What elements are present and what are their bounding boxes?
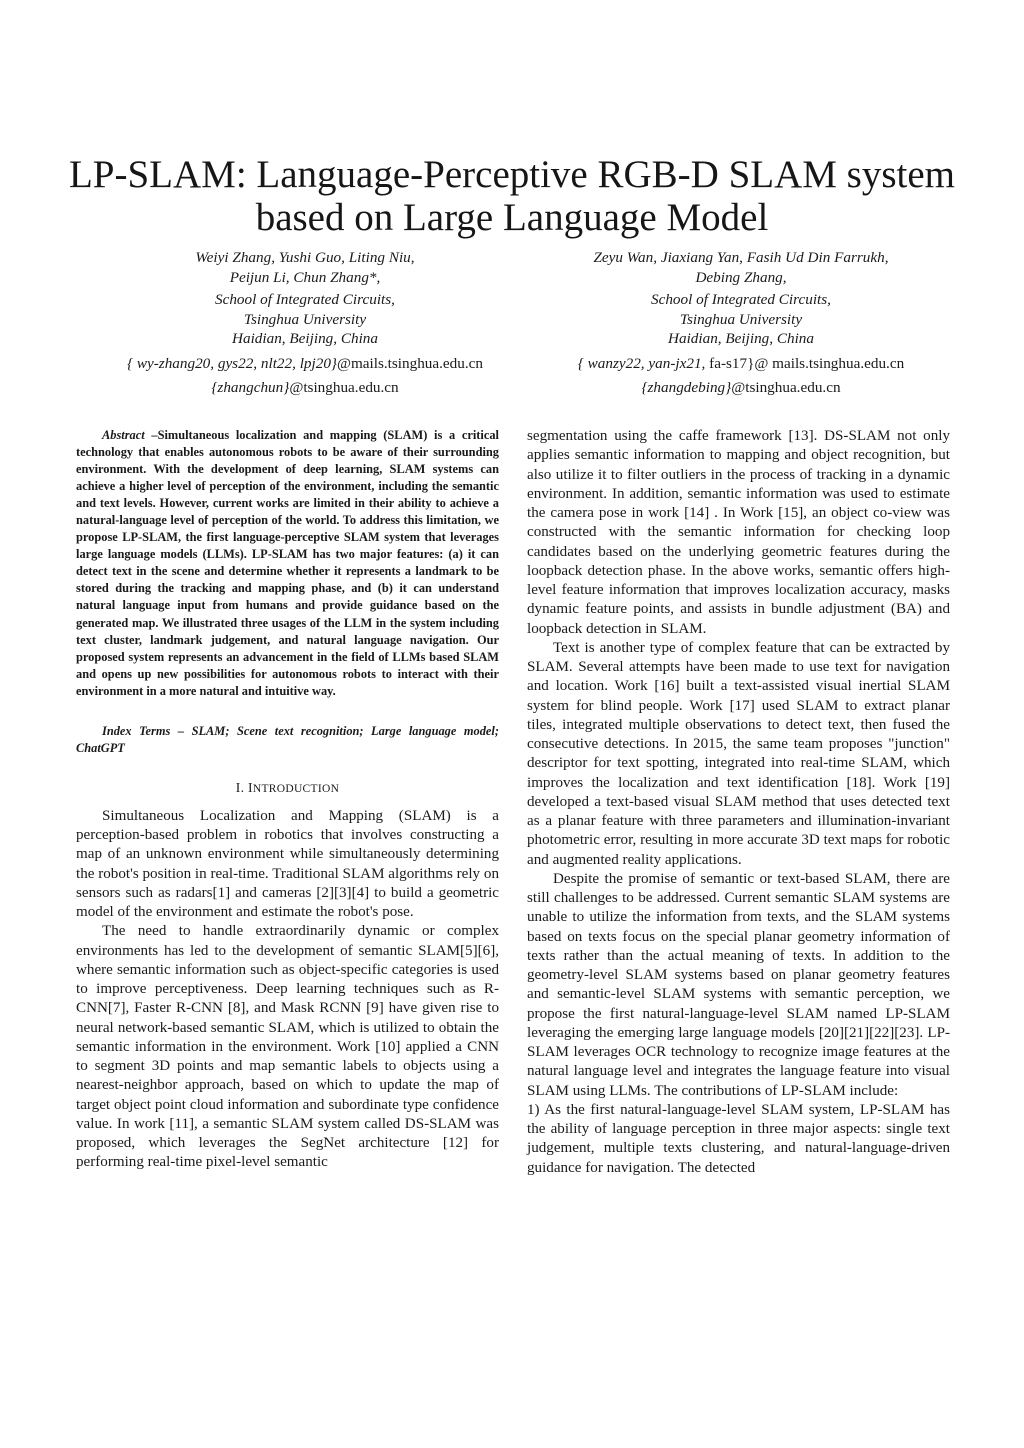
author-school: School of Integrated Circuits,: [215, 291, 395, 308]
author-block-left: [70, 248, 540, 398]
author-block-right: [506, 248, 976, 398]
body-paragraph-challenges: Despite the promise of semantic or text-based SLAM, there are still challenges to be addressed. Current semantic SLAM systems are unable to utilize the information from texts, and the SLAM systems based on texts focus on the special planar geometry information of texts rather than the actual meaning of texts. In addition to the geometry-level SLAM systems based on planar geometry features and semantic-level SLAM systems with semantic perception, we propose the first natural-language-level SLAM named LP-SLAM leveraging the emerging large language models [20][21][22][23]. LP-SLAM leverages OCR technology to recognize image features at the natural language level and integrates the language feature into visual SLAM using LLMs. The contributions of LP-SLAM include:: [527, 870, 950, 1099]
index-terms: Index Terms – SLAM; Scene text recognition; Large language model; ChatGPT: [76, 723, 499, 755]
abstract-lead: Abstract: [102, 428, 145, 442]
email-users: {zhangchun}: [211, 379, 290, 396]
abstract-text: –Simultaneous localization and mapping (SLAM) is a critical technology that enables autonomous robots to be aware of their surrounding environment. With the development of deep learning, SLAM systems can achieve a higher level of perception of the environment, including the semantic and text levels. However, current works are limited in their ability to achieve a natural-language level of perception of the world. To address this limitation, we propose LP-SLAM, the first language-perceptive SLAM system that leverages large language models (LLMs). LP-SLAM has two major features: (a) it can detect text in the scene and determine whether it represents a landmark to be stored during the tracking and mapping phase, and (b) it can understand natural language input from humans and provide guidance based on the generated map. We illustrated three usages of the LLM in the system including text cluster, landmark judgement, and natural language navigation. Our proposed system represents an advancement in the field of LLMs based SLAM and opens up new possibilities for autonomous robots to interact with their environment in a more natural and intuitive way.: [76, 428, 499, 698]
email-domain: @mails.tsinghua.edu.cn: [336, 354, 483, 372]
author-email-2[interactable]: [70, 378, 540, 398]
email-domain: fa-s17}@ mails.tsinghua.edu.cn: [709, 354, 905, 372]
title-line-2: based on Large Language Model: [255, 196, 769, 239]
author-location: Haidian, Beijing, China: [668, 330, 814, 347]
author-names-line-1: Zeyu Wan, Jiaxiang Yan, Fasih Ud Din Farrukh,: [593, 249, 889, 266]
body-paragraph-text-slam: Text is another type of complex feature that can be extracted by SLAM. Several attempts have been made to use text for navigation and location. Work [16] built a text-assisted visual inertial SLAM system for blind people. Work [17] used SLAM to extract planar tiles, integrated multiple observations to detect text, then fused the consecutive detections. In 2015, the same team proposes "junction" descriptor for text spotting, integrated into real-time SLAM, which improves the localization and text identification [18]. Work [19] developed a text-based visual SLAM method that uses detected text as a planar feature with three parameters and illumination-invariant photometric error, resulting in more accurate 3D text maps for robotic and augmented reality applications.: [527, 639, 950, 868]
title-line-1: LP-SLAM: Language-Perceptive RGB-D SLAM system: [68, 153, 956, 196]
author-email-1[interactable]: [506, 354, 976, 374]
author-email-2[interactable]: [506, 378, 976, 398]
contribution-item-1: 1) As the first natural-language-level SLAM system, LP-SLAM has the ability of language perception in three major aspects: single text judgement, multiple texts clustering, and natural-language-driven guidance for navigation. The detected: [527, 1101, 950, 1176]
left-column: [76, 427, 499, 1173]
author-names-line-2: Debing Zhang,: [695, 268, 787, 286]
email-domain: @tsinghua.edu.cn: [731, 379, 841, 396]
paper-title: [40, 153, 984, 239]
intro-paragraph-2: The need to handle extraordinarily dynamic or complex environments has led to the development of semantic SLAM[5][6], where semantic information such as object-specific categories is used to improve perceptiveness. Deep learning techniques such as R-CNN[7], Faster R-CNN [8], and Mask RCNN [9] have given rise to neural network-based semantic SLAM, which is utilized to obtain the semantic information in the environment. Work [10] applied a CNN to segment 3D points and map semantic labels to objects using a nearest-neighbor approach, based on which to update the map of target object point cloud information and subordinate type confidence value. In work [11], a semantic SLAM system called DS-SLAM was proposed, which leverages the SegNet architecture [12] for performing real-time pixel-level semantic: [76, 923, 499, 1171]
email-users: { wy-zhang20, gys22, nlt22, lpj20}: [126, 354, 337, 372]
email-users: { wanzy22, yan-jx21,: [577, 354, 710, 372]
section-title-rest: NTRODUCTION: [252, 782, 340, 795]
abstract: [76, 427, 499, 700]
email-domain: @tsinghua.edu.cn: [289, 379, 399, 396]
author-names-line-1: Weiyi Zhang, Yushi Guo, Liting Niu,: [195, 249, 415, 266]
email-users: {zhangdebing}: [641, 379, 732, 396]
author-university: Tsinghua University: [679, 310, 803, 328]
section-initial: I: [248, 779, 253, 795]
section-number: I.: [235, 779, 245, 795]
author-location: Haidian, Beijing, China: [232, 330, 378, 347]
section-heading-introduction: [76, 780, 499, 796]
author-university: Tsinghua University: [243, 310, 367, 328]
author-email-1[interactable]: [70, 354, 540, 374]
right-column: [527, 427, 950, 1178]
author-school: School of Integrated Circuits,: [651, 291, 831, 308]
body-paragraph-continued: segmentation using the caffe framework [13]. DS-SLAM not only applies semantic information to mapping and object recognition, but also utilize it to filter outliers in the process of tracking in a dynamic environment. In addition, semantic information was used to estimate the camera pose in work [14] . In Work [15], an object co-view was constructed with the semantic information for checking loop candidates based on the underlying geometric features during the loopback detection phase. In the above works, semantic offers high-level feature information that improves localization accuracy, masks dynamic feature points, and assists in bundle adjustment (BA) and loopback detection in SLAM.: [527, 428, 950, 637]
intro-paragraph-1: Simultaneous Localization and Mapping (SLAM) is a perception-based problem in robotics that involves constructing a map of an unknown environment while simultaneously determining the robot's position in real-time. Traditional SLAM algorithms rely on sensors such as radars[1] and cameras [2][3][4] to build a geometric model of the environment and estimate the robot's pose.: [76, 807, 499, 921]
author-names-line-2: Peijun Li, Chun Zhang*,: [229, 268, 381, 286]
